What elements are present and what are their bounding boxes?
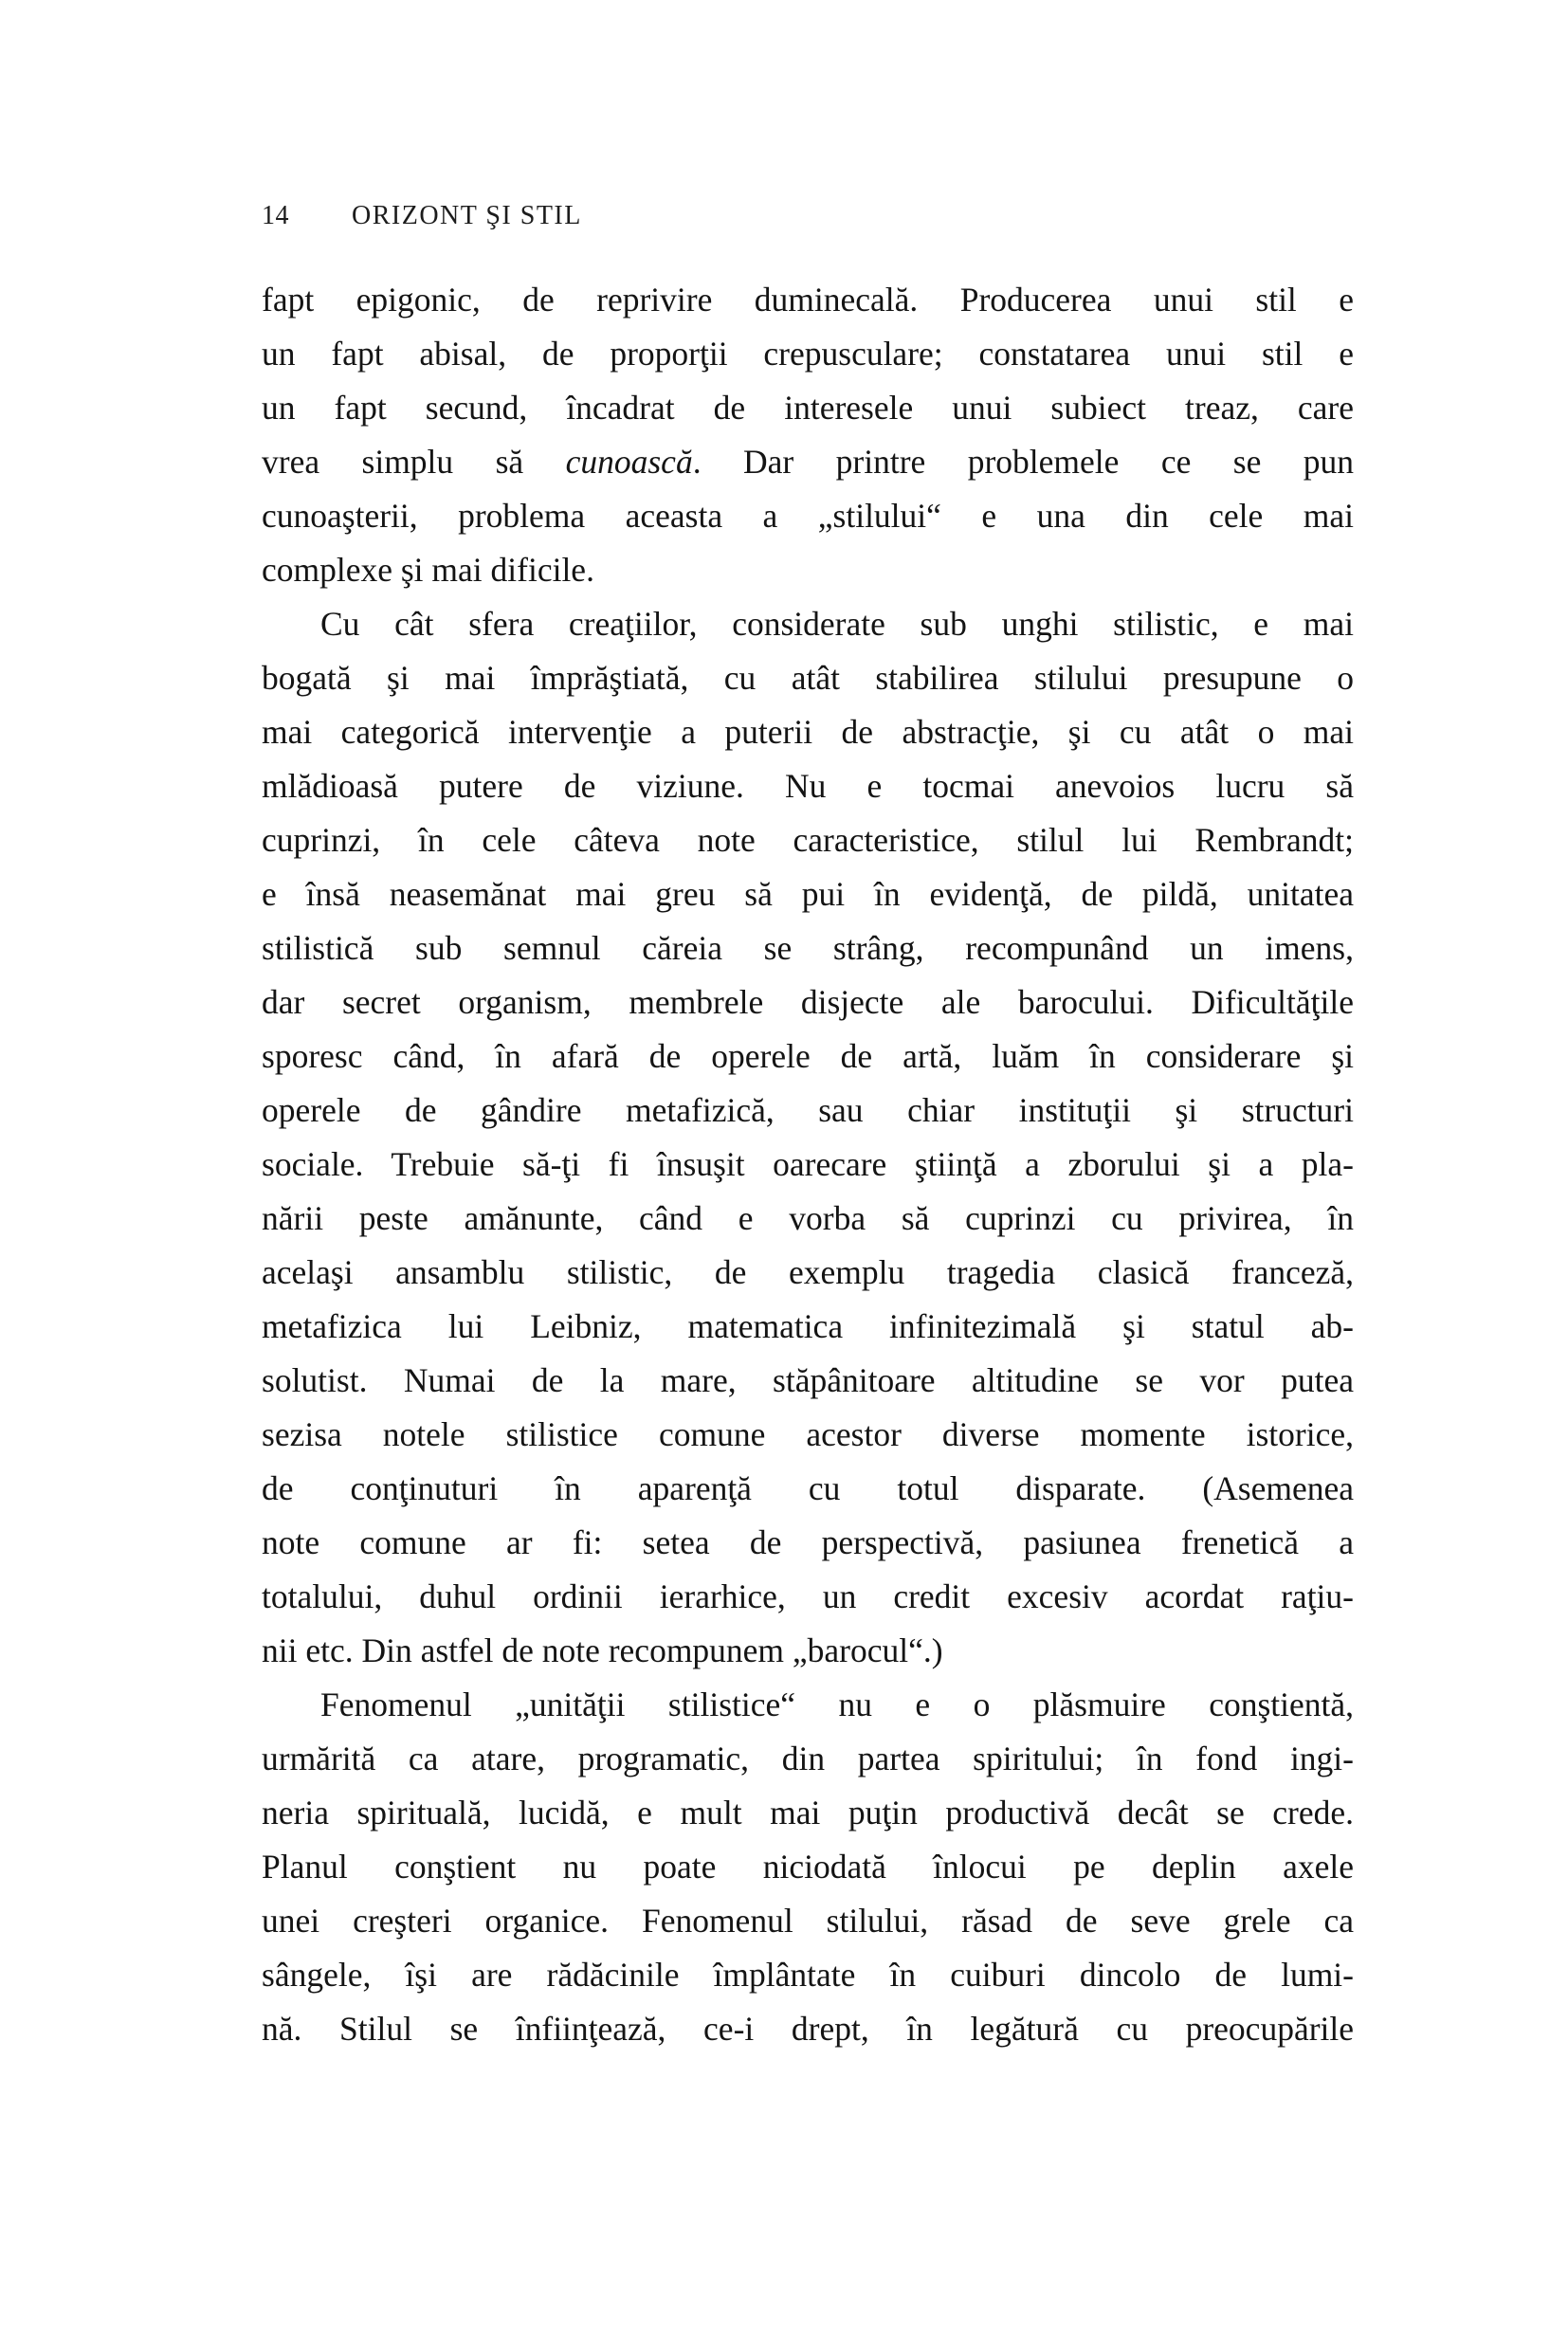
text-run: acelaşi ansamblu stilistic, de exemplu tragedia clasică franceză, [262,1253,1354,1291]
text-line [262,489,1354,543]
text-line [262,1354,1354,1408]
text-run: un fapt abisal, de proporţii crepusculare; constatarea unui stil e [262,335,1354,373]
text-run: note comune ar fi: setea de perspectivă, pasiunea frenetică a [262,1523,1354,1561]
text-run: sezisa notele stilistice comune acestor diverse momente istorice, [262,1415,1354,1453]
text-run: nii etc. Din astfel de note recompunem „barocul“.) [262,1631,943,1669]
text-run: Cu cât sfera creaţiilor, considerate sub unghi stilistic, e mai [320,605,1354,643]
text-line [262,543,1354,597]
text-run: bogată şi mai împrăştiată, cu atât stabilirea stilului presupune o [262,659,1354,697]
text-line [262,2002,1354,2056]
text-run: vrea simplu să [262,443,566,481]
text-run: stilistică sub semnul căreia se strâng, recompunând un imens, [262,929,1354,967]
text-run: dar secret organism, membrele disjecte ale barocului. Dificultăţile [262,983,1354,1021]
text-run: unei creşteri organice. Fenomenul stilului, răsad de seve grele ca [262,1902,1354,1940]
text-run: urmărită ca atare, programatic, din partea spiritului; în fond ingi- [262,1740,1354,1777]
text-run: un fapt secund, încadrat de interesele unui subiect treaz, care [262,389,1354,427]
text-run: nării peste amănunte, când e vorba să cuprinzi cu privirea, în [262,1199,1354,1237]
text-line [262,597,1354,651]
body-text [262,273,1354,2056]
text-line [262,813,1354,867]
text-line [262,1948,1354,2002]
text-line [262,1030,1354,1084]
text-run: totalului, duhul ordinii ierarhice, un credit excesiv acordat raţiu- [262,1577,1354,1615]
text-line [262,1732,1354,1786]
text-run: mai categorică intervenţie a puterii de abstracţie, şi cu atât o mai [262,713,1354,751]
text-run: sângele, îşi are rădăcinile împlântate în cuiburi dincolo de lumi- [262,1956,1354,1994]
text-run: neria spirituală, lucidă, e mult mai puţin productivă decât se crede. [262,1794,1354,1832]
text-line [262,435,1354,489]
page-number: 14 [262,201,289,230]
text-line [262,1246,1354,1300]
text-line [262,1786,1354,1840]
text-run: de conţinuturi în aparenţă cu totul disparate. (Asemenea [262,1469,1354,1507]
text-line [262,273,1354,327]
text-run: Planul conştient nu poate niciodată înlocui pe deplin axele [262,1848,1354,1886]
text-run: e însă neasemănat mai greu să pui în evidenţă, de pildă, unitatea [262,875,1354,913]
text-run: metafizica lui Leibniz, matematica infinitezimală şi statul ab- [262,1307,1354,1345]
text-line [262,921,1354,975]
text-line [262,975,1354,1030]
text-line [262,1516,1354,1570]
text-line [262,1462,1354,1516]
text-run: cuprinzi, în cele câteva note caracteristice, stilul lui Rembrandt; [262,821,1354,859]
text-line [262,1624,1354,1678]
text-run: Fenomenul „unităţii stilistice“ nu e o plăsmuire conştientă, [320,1686,1354,1723]
text-line [262,1084,1354,1138]
text-run: operele de gândire metafizică, sau chiar instituţii şi structuri [262,1091,1354,1129]
text-run: nă. Stilul se înfiinţează, ce-i drept, în legătură cu preocupările [262,2010,1354,2048]
text-line [262,327,1354,381]
text-line [262,705,1354,759]
text-line [262,867,1354,921]
italic-text-run: cunoască [565,443,693,481]
text-line [262,1894,1354,1948]
text-run: solutist. Numai de la mare, stăpânitoare altitudine se vor putea [262,1361,1354,1399]
text-line [262,1192,1354,1246]
text-run: complexe şi mai dificile. [262,551,594,589]
text-run: fapt epigonic, de reprivire duminecală. Producerea unui stil e [262,281,1354,319]
text-run: . Dar printre problemele ce se pun [692,443,1355,481]
text-line [262,1840,1354,1894]
text-run: sociale. Trebuie să-ţi fi însuşit oarecare ştiinţă a zborului şi a pla- [262,1145,1354,1183]
text-line [262,381,1354,435]
running-title: ORIZONT ŞI STIL [352,201,582,230]
text-run: sporesc când, în afară de operele de artă, luăm în considerare şi [262,1037,1354,1075]
text-run: mlădioasă putere de viziune. Nu e tocmai anevoios lucru să [262,767,1354,805]
text-line [262,1570,1354,1624]
text-line [262,651,1354,705]
running-head [262,201,582,231]
text-run: cunoaşterii, problema aceasta a „stilului“ e una din cele mai [262,497,1354,535]
text-line [262,759,1354,813]
text-line [262,1300,1354,1354]
text-line [262,1678,1354,1732]
text-line [262,1408,1354,1462]
text-line [262,1138,1354,1192]
